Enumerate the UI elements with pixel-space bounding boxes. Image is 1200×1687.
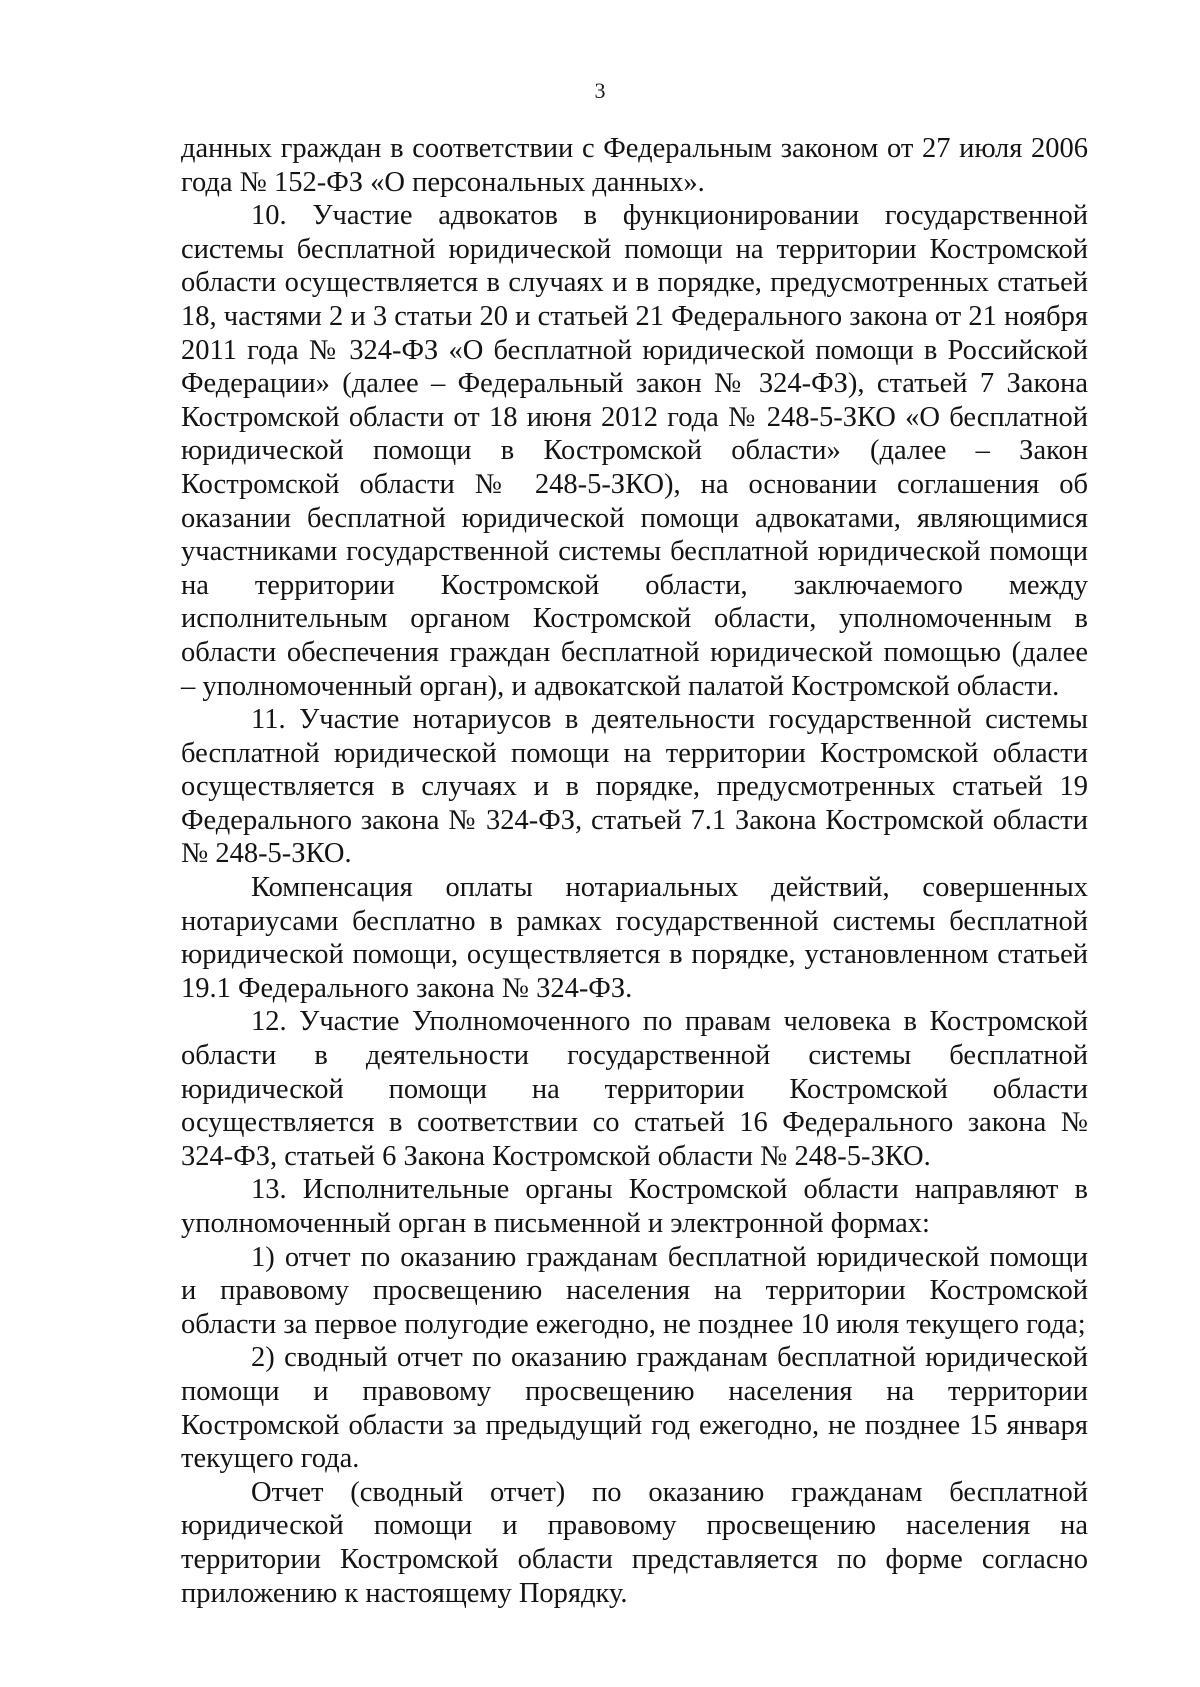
paragraph-item-10: 10. Участие адвокатов в функционировании государственной системы бесплатной юридической помощи на территории Костромской области осуществляется в случаях и в порядке, предусмотренных статьей 18, частями 2 и 3 статьи 20 и статьей 21 Федерального закона от 21 ноября 2011 года № 324-ФЗ «О бесплатной юридической помощи в Российской Федерации» (далее – Федеральный закон № 324-ФЗ), статьей 7 Закона Костромской области от 18 июня 2012 года № 248-5-ЗКО «О бесплатной юридической помощи в Костромской области» (далее – Закон Костромской области № 248-5-ЗКО), на основании соглашения об оказании бесплатной юридической помощи адвокатами, являющимися участниками государственной системы бесплатной юридической помощи на территории Костромской области, заключаемого между исполнительным органом Костромской области, уполномоченным в области обеспечения граждан бесплатной юридической помощью (далее – уполномоченный орган), и адвокатской палатой Костромской области. bbox=[181, 200, 1088, 702]
paragraph-item-11: 11. Участие нотариусов в деятельности государственной системы бесплатной юридической помощи на территории Костромской области осуществляется в случаях и в порядке, предусмотренных статьей 19 Федерального закона № 324-ФЗ, статьей 7.1 Закона Костромской области № 248-5-ЗКО. bbox=[181, 704, 1088, 870]
paragraph-report-form: Отчет (сводный отчет) по оказанию гражданам бесплатной юридической помощи и правовому просвещению населения на территории Костромской области представляется по форме согласно приложению к настоящему Порядку. bbox=[181, 1476, 1088, 1609]
document-body bbox=[181, 132, 1088, 1610]
paragraph-subitem-1: 1) отчет по оказанию гражданам бесплатной юридической помощи и правовому просвещению населения на территории Костромской области за первое полугодие ежегодно, не позднее 10 июля текущего года; bbox=[181, 1241, 1088, 1340]
paragraph-subitem-2: 2) сводный отчет по оказанию гражданам бесплатной юридической помощи и правовому просвещению населения на территории Костромской области за предыдущий год ежегодно, не позднее 15 января текущего года. bbox=[181, 1342, 1088, 1475]
paragraph-continuation: данных граждан в соответствии с Федеральным законом от 27 июля 2006 года № 152-ФЗ «О персональных данных». bbox=[181, 133, 1088, 198]
paragraph-compensation: Компенсация оплаты нотариальных действий, совершенных нотариусами бесплатно в рамках государственной системы бесплатной юридической помощи, осуществляется в порядке, установленном статьей 19.1 Федерального закона № 324-ФЗ. bbox=[181, 872, 1088, 1004]
paragraph-item-12: 12. Участие Уполномоченного по правам человека в Костромской области в деятельности государственной системы бесплатной юридической помощи на территории Костромской области осуществляется в соответствии со статьей 16 Федерального закона № 324-ФЗ, статьей 6 Закона Костромской области № 248-5-ЗКО. bbox=[181, 1006, 1088, 1172]
page-number: 3 bbox=[594, 78, 606, 103]
paragraph-item-13: 13. Исполнительные органы Костромской области направляют в уполномоченный орган в письменной и электронной формах: bbox=[181, 1174, 1088, 1239]
